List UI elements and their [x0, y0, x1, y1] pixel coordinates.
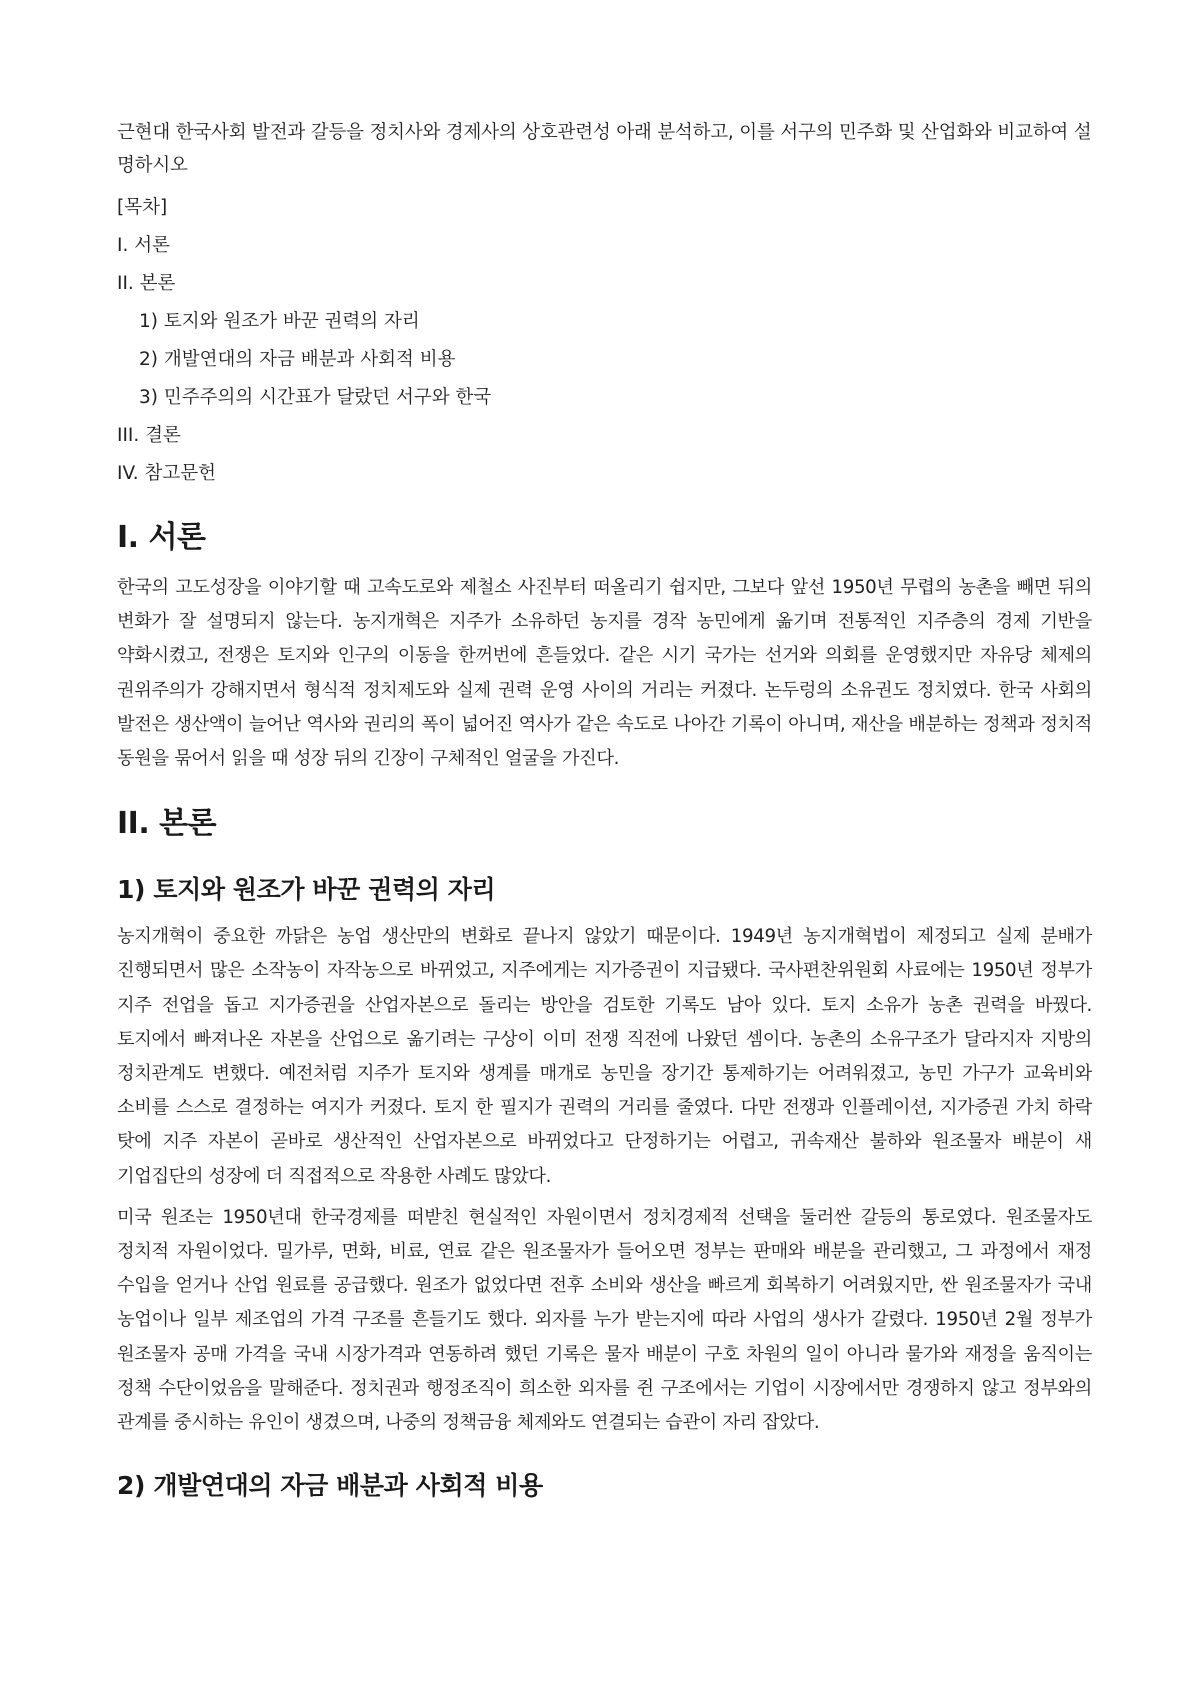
intro-paragraph: 한국의 고도성장을 이야기할 때 고속도로와 제철소 사진부터 떠올리기 쉽지만, 그보다 앞선 1950년 무렵의 농촌을 빼면 뒤의 변화가 잘 설명되지 않는다. 농지개혁은 지주가 소유하던 농지를 경작 농민에게 옮기며 전통적인 지주층의 경제 기반을 약화시켰고, 전쟁은 토지와 인구의 이동을 한꺼번에 흔들었다. 같은 시기 국가는 선거와 의회를 운영했지만 자유당 체제의 권위주의가 강해지면서 형식적 정치제도와 실제 권력 운영 사이의 거리는 커졌다. 논두렁의 소유권도 정치였다. 한국 사회의 발전은 생산액이 늘어난 역사와 권리의 폭이 넓어진 역사가 같은 속도로 나아간 기록이 아니며, 재산을 배분하는 정책과 정치적 동원을 묶어서 읽을 때 성장 뒤의 긴장이 구체적인 얼굴을 가진다. [117, 577, 1092, 770]
toc-heading: [목차] [117, 197, 168, 218]
subsection-1-paragraph-2: 미국 원조는 1950년대 한국경제를 떠받친 현실적인 자원이면서 정치경제적 선택을 둘러싼 갈등의 통로였다. 원조물자도 정치적 자원이었다. 밀가루, 면화, 비료, 연료 같은 원조물자가 들어오면 정부는 판매와 배분을 관리했고, 그 과정에서 재정 수입을 얻거나 산업 원료를 공급했다. 원조가 없었다면 전후 소비와 생산을 빠르게 회복하기 어려웠지만, 싼 원조물자가 국내 농업이나 일부 제조업의 가격 구조를 흔들기도 했다. 외자를 누가 받는지에 따라 사업의 생사가 갈렸다. 1950년 2월 정부가 원조물자 공매 가격을 국내 시장가격과 연동하려 했던 기록은 물자 배분이 구호 차원의 일이 아니라 물가와 재정을 움직이는 정책 수단이었음을 말해준다. 정치권과 행정조직이 희소한 외자를 쥔 구조에서는 기업이 시장에서만 경쟁하지 않고 정부와의 관계를 중시하는 유인이 생겼으며, 나중의 정책금융 체제와도 연결되는 습관이 자리 잡았다. [117, 1206, 1092, 1434]
toc-item-references: IV. 참고문헌 [117, 463, 216, 484]
toc-item-intro: I. 서론 [117, 235, 170, 256]
toc-item-body: II. 본론 [117, 273, 176, 294]
table-of-contents [117, 191, 1092, 490]
subsection-1-paragraph-1: 농지개혁이 중요한 까닭은 농업 생산만의 변화로 끝나지 않았기 때문이다. 1949년 농지개혁법이 제정되고 실제 분배가 진행되면서 많은 소작농이 자작농으로 바뀌었고, 지주에게는 지가증권이 지급됐다. 국사편찬위원회 사료에는 1950년 정부가 지주 전업을 돕고 지가증권을 산업자본으로 돌리는 방안을 검토한 기록도 남아 있다. 토지 소유가 농촌 권력을 바꿨다. 토지에서 빠져나온 자본을 산업으로 옮기려는 구상이 이미 전쟁 직전에 나왔던 셈이다. 농촌의 소유구조가 달라지자 지방의 정치관계도 변했다. 예전처럼 지주가 토지와 생계를 매개로 농민을 장기간 통제하기는 어려워졌고, 농민 가구가 교육비와 소비를 스스로 결정하는 여지가 커졌다. 토지 한 필지가 권력의 거리를 줄였다. 다만 전쟁과 인플레이션, 지가증권 가치 하락 탓에 지주 자본이 곧바로 생산적인 산업자본으로 바뀌었다고 단정하기는 어렵고, 귀속재산 불하와 원조물자 배분이 새 기업집단의 성장에 더 직접적으로 작용한 사례도 많았다. [117, 926, 1092, 1187]
toc-item-conclusion: III. 결론 [117, 425, 181, 446]
document-page [117, 116, 1092, 1516]
toc-item-body-sub1: 1) 토지와 원조가 바꾼 권력의 자리 [139, 311, 420, 332]
document-title: 근현대 한국사회 발전과 갈등을 정치사와 경제사의 상호관련성 아래 분석하고, 이를 서구의 민주화 및 산업화와 비교하여 설명하시오 [117, 122, 1092, 176]
toc-item-body-sub2: 2) 개발연대의 자금 배분과 사회적 비용 [139, 349, 456, 370]
subsection-heading-2: 2) 개발연대의 자금 배분과 사회적 비용 [117, 1471, 543, 1501]
section-heading-body: II. 본론 [117, 806, 217, 842]
section-heading-intro: I. 서론 [117, 520, 206, 555]
subsection-heading-1: 1) 토지와 원조가 바꾼 권력의 자리 [117, 875, 496, 905]
toc-item-body-sub3: 3) 민주주의의 시간표가 달랐던 서구와 한국 [139, 387, 492, 408]
